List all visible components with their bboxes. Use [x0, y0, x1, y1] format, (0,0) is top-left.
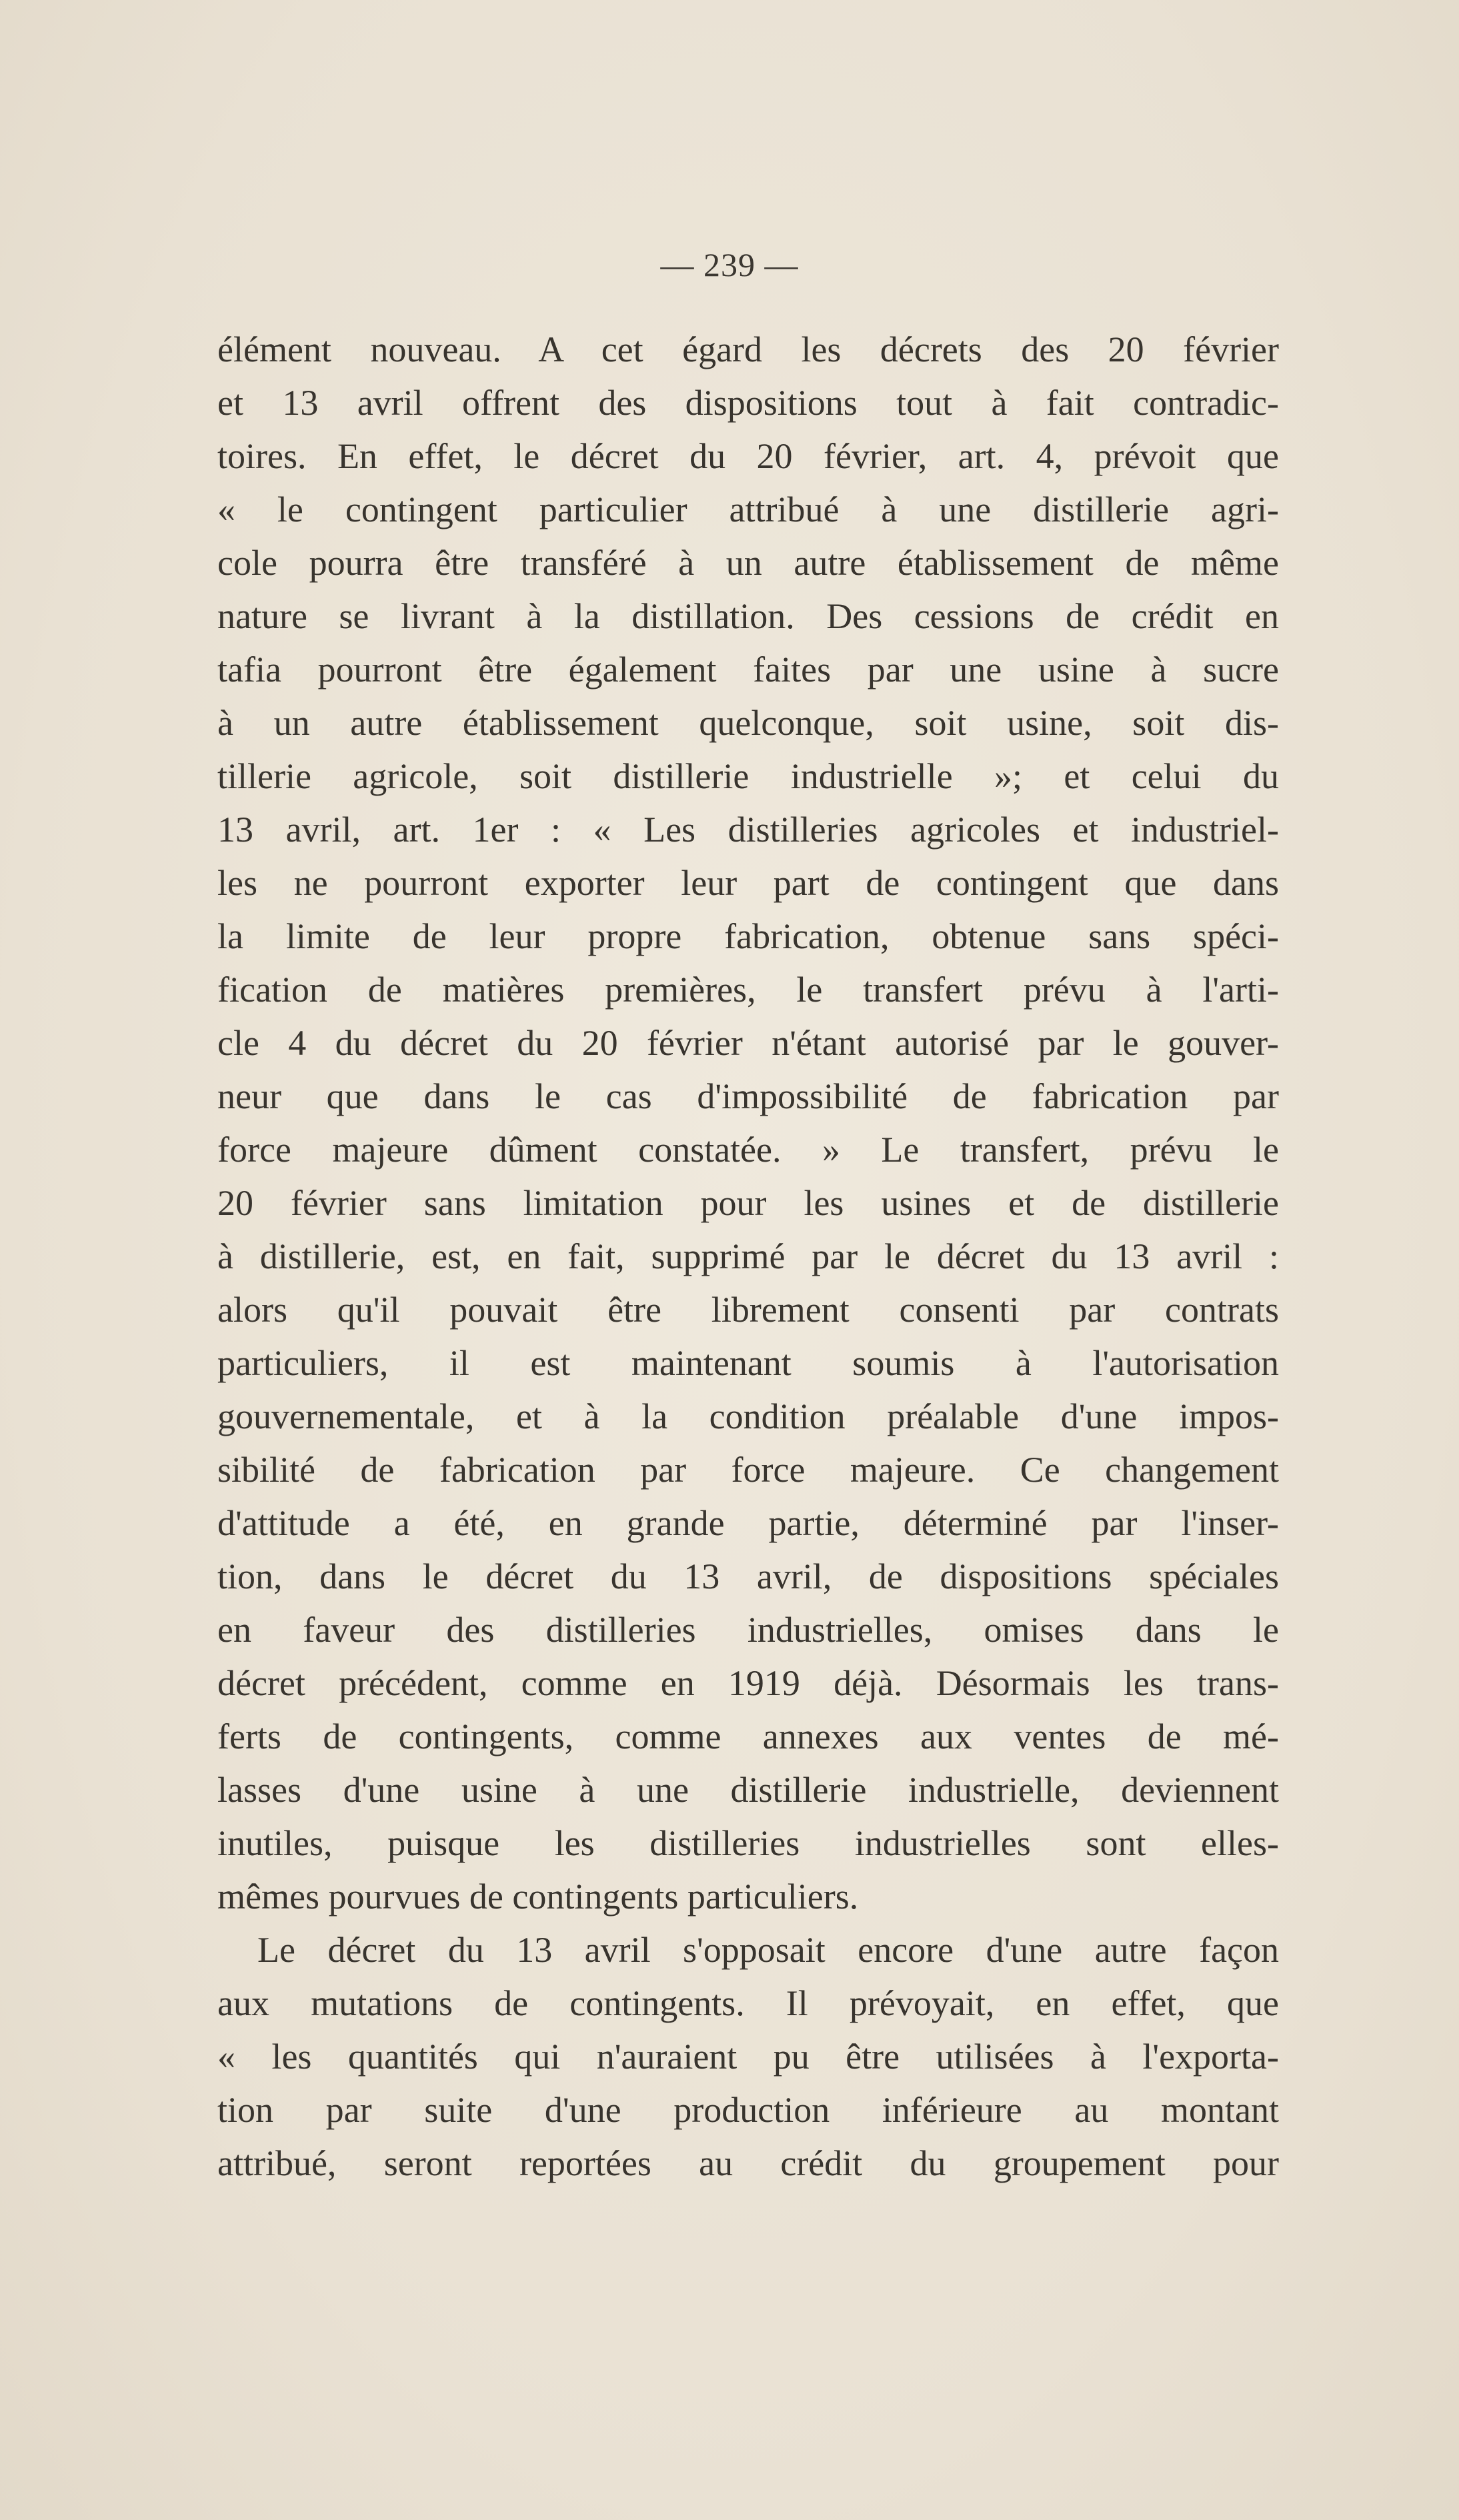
text-line: décret précédent, comme en 1919 déjà. Désormais les trans- — [217, 1663, 1279, 1703]
text-line: gouvernementale, et à la condition préalable d'une impos- — [217, 1396, 1279, 1436]
text-line: tillerie agricole, soit distillerie industrielle »; et celui du — [217, 756, 1279, 796]
text-line: 13 avril, art. 1er : « Les distilleries agricoles et industriel- — [217, 810, 1279, 850]
text-line: neur que dans le cas d'impossibilité de fabrication par — [217, 1076, 1279, 1116]
text-line: les ne pourront exporter leur part de contingent que dans — [217, 863, 1279, 903]
text-line: et 13 avril offrent des dispositions tout à fait contradic- — [217, 383, 1279, 423]
text-line: alors qu'il pouvait être librement consenti par contrats — [217, 1290, 1279, 1330]
text-line: tion, dans le décret du 13 avril, de dispositions spéciales — [217, 1556, 1279, 1596]
text-line: force majeure dûment constatée. » Le transfert, prévu le — [217, 1130, 1279, 1170]
text-line: d'attitude a été, en grande partie, déterminé par l'inser- — [217, 1503, 1279, 1543]
page-number: — 239 — — [660, 246, 799, 283]
text-line: élément nouveau. A cet égard les décrets des 20 février — [217, 329, 1279, 369]
text-line: attribué, seront reportées au crédit du groupement pour — [217, 2143, 1279, 2183]
paragraph-start-line: Le décret du 13 avril s'opposait encore d'une autre façon — [257, 1930, 1279, 1970]
text-line: en faveur des distilleries industrielles, omises dans le — [217, 1610, 1279, 1650]
text-line: inutiles, puisque les distilleries industrielles sont elles- — [217, 1823, 1279, 1863]
text-line: cole pourra être transféré à un autre établissement de même — [217, 543, 1279, 583]
text-line: aux mutations de contingents. Il prévoyait, en effet, que — [217, 1983, 1279, 2023]
text-line: sibilité de fabrication par force majeure. Ce changement — [217, 1450, 1279, 1490]
text-line: toires. En effet, le décret du 20 février, art. 4, prévoit que — [217, 436, 1279, 476]
text-line: ferts de contingents, comme annexes aux ventes de mé- — [217, 1716, 1279, 1756]
body-text — [217, 323, 1279, 2190]
text-line: tafia pourront être également faites par une usine à sucre — [217, 650, 1279, 690]
text-line: « le contingent particulier attribué à une distillerie agri- — [217, 489, 1279, 529]
text-line: à distillerie, est, en fait, supprimé par le décret du 13 avril : — [217, 1236, 1279, 1276]
text-line: particuliers, il est maintenant soumis à l'autorisation — [217, 1343, 1279, 1383]
paragraph-end-line: mêmes pourvues de contingents particuliers. — [217, 1876, 859, 1917]
text-line: à un autre établissement quelconque, soit usine, soit dis- — [217, 703, 1279, 743]
text-line: « les quantités qui n'auraient pu être utilisées à l'exporta- — [217, 2037, 1279, 2077]
text-line: nature se livrant à la distillation. Des cessions de crédit en — [217, 596, 1279, 636]
text-line: lasses d'une usine à une distillerie industrielle, deviennent — [217, 1770, 1279, 1810]
text-line: cle 4 du décret du 20 février n'étant autorisé par le gouver- — [217, 1023, 1279, 1063]
text-line: tion par suite d'une production inférieure au montant — [217, 2090, 1279, 2130]
text-line: fication de matières premières, le transfert prévu à l'arti- — [217, 970, 1279, 1010]
text-line: la limite de leur propre fabrication, obtenue sans spéci- — [217, 916, 1279, 956]
text-line: 20 février sans limitation pour les usines et de distillerie — [217, 1183, 1279, 1223]
